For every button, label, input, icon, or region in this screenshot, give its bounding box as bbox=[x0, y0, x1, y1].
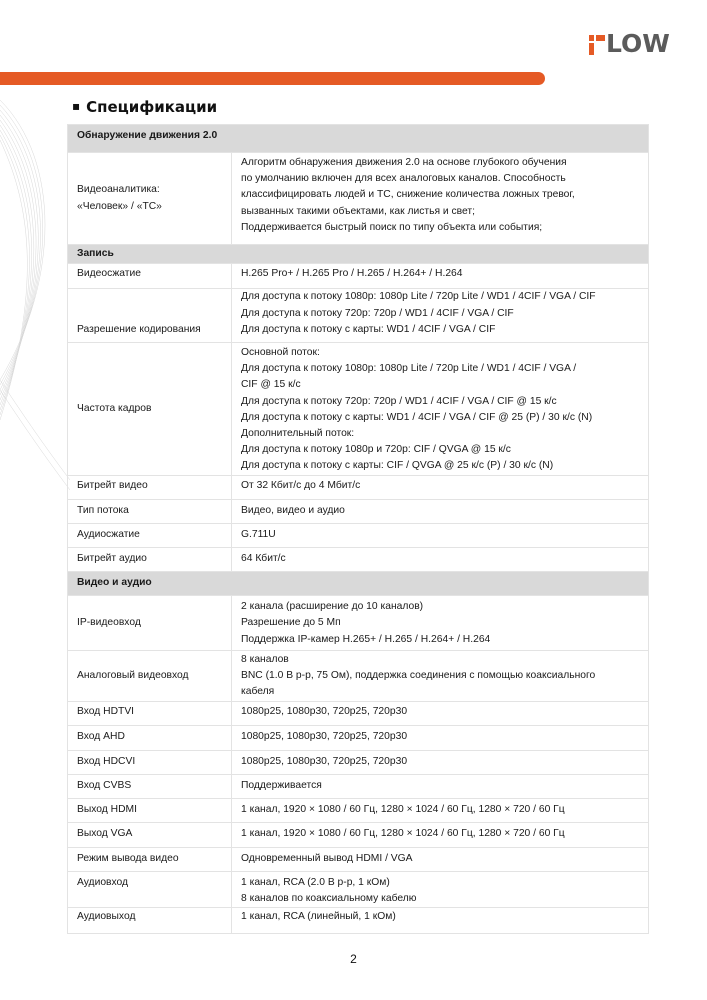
spec-value-line: Для доступа к потоку 720p: 720p / WD1 / 4CIF / VGA / CIF bbox=[241, 307, 514, 319]
spec-value-line: 1 канал, RCA (2.0 В p-p, 1 кОм) bbox=[241, 876, 390, 888]
spec-value-line: 1080p25, 1080p30, 720p25, 720p30 bbox=[241, 755, 408, 767]
table-row bbox=[68, 289, 649, 343]
table-row bbox=[68, 343, 649, 476]
spec-key: Битрейт видео bbox=[68, 475, 232, 499]
table-row bbox=[68, 475, 649, 499]
spec-value-line: Для доступа к потоку с карты: WD1 / 4CIF / VGA / CIF @ 25 (P) / 30 к/с (N) bbox=[241, 411, 593, 423]
logo-f-mark-icon bbox=[589, 31, 605, 55]
spec-key: Битрейт аудио bbox=[68, 548, 232, 572]
spec-key: Аудиовыход bbox=[68, 908, 232, 934]
flow-logo bbox=[589, 31, 670, 56]
spec-value bbox=[232, 908, 649, 934]
bullet-icon: ▪ bbox=[72, 99, 81, 113]
table-row bbox=[68, 548, 649, 572]
section-title-text: Спецификации bbox=[86, 98, 218, 116]
spec-value-line: 8 каналов bbox=[241, 653, 289, 665]
spec-value-line: по умолчанию включен для всех аналоговых каналов. Способность bbox=[241, 173, 566, 185]
spec-value bbox=[232, 823, 649, 847]
spec-value bbox=[232, 702, 649, 726]
spec-value-line: Поддерживается bbox=[241, 779, 322, 791]
spec-key: Аудиовход bbox=[68, 871, 232, 907]
spec-value-line: G.711U bbox=[241, 528, 276, 540]
spec-key: Вход AHD bbox=[68, 726, 232, 750]
header-accent-bar bbox=[0, 72, 545, 85]
spec-value-line: Одновременный вывод HDMI / VGA bbox=[241, 852, 413, 864]
spec-value-line: 1 канал, RCA (линейный, 1 кОм) bbox=[241, 911, 396, 923]
table-row bbox=[68, 908, 649, 934]
spec-value bbox=[232, 499, 649, 523]
spec-value-line: кабеля bbox=[241, 686, 275, 698]
spec-value-line: H.265 Pro+ / H.265 Pro / H.265 / H.264+ / H.264 bbox=[241, 268, 463, 280]
spec-value-line: BNC (1.0 В p-p, 75 Ом), поддержка соединения с помощью коаксиального bbox=[241, 670, 596, 682]
spec-key: Аналоговый видеовход bbox=[68, 650, 232, 702]
spec-value-line: Для доступа к потоку 1080p: 1080p Lite / 720p Lite / WD1 / 4CIF / VGA / CIF bbox=[241, 291, 596, 303]
group-title: Обнаружение движения 2.0 bbox=[68, 125, 649, 153]
spec-value-line: 1 канал, 1920 × 1080 / 60 Гц, 1280 × 1024 / 60 Гц, 1280 × 720 / 60 Гц bbox=[241, 804, 565, 816]
spec-key: Режим вывода видео bbox=[68, 847, 232, 871]
spec-key: Частота кадров bbox=[68, 343, 232, 476]
spec-key-line: «Человек» / «ТС» bbox=[77, 200, 162, 212]
table-row bbox=[68, 847, 649, 871]
group-title: Запись bbox=[68, 245, 649, 264]
table-row bbox=[68, 726, 649, 750]
spec-key: Выход VGA bbox=[68, 823, 232, 847]
table-row bbox=[68, 499, 649, 523]
spec-key: IP-видеовход bbox=[68, 596, 232, 651]
spec-value bbox=[232, 264, 649, 289]
spec-key: Вход HDCVI bbox=[68, 750, 232, 774]
spec-key: Разрешение кодирования bbox=[68, 289, 232, 343]
group-header-row bbox=[68, 572, 649, 596]
table-row bbox=[68, 871, 649, 907]
decorative-swirl-lines bbox=[0, 80, 70, 500]
table-row bbox=[68, 264, 649, 289]
spec-value-line: Для доступа к потоку 1080p: 1080p Lite / 720p Lite / WD1 / 4CIF / VGA / bbox=[241, 363, 577, 375]
spec-value bbox=[232, 871, 649, 907]
spec-value-line: Алгоритм обнаружения движения 2.0 на основе глубокого обучения bbox=[241, 157, 567, 168]
spec-value bbox=[232, 726, 649, 750]
table-row bbox=[68, 702, 649, 726]
spec-value-line: Видео, видео и аудио bbox=[241, 504, 345, 516]
spec-value-line: 1080p25, 1080p30, 720p25, 720p30 bbox=[241, 706, 408, 718]
page-number: 2 bbox=[350, 952, 357, 966]
spec-key: Выход HDMI bbox=[68, 799, 232, 823]
spec-value-line: Поддержка IP-камер H.265+ / H.265 / H.264+ / H.264 bbox=[241, 633, 491, 645]
spec-value-line: CIF @ 15 к/с bbox=[241, 379, 301, 391]
spec-value bbox=[232, 548, 649, 572]
spec-key bbox=[68, 153, 232, 245]
specifications-table bbox=[67, 124, 649, 934]
spec-value bbox=[232, 750, 649, 774]
table-row bbox=[68, 823, 649, 847]
spec-value-line: 1080p25, 1080p30, 720p25, 720p30 bbox=[241, 731, 408, 743]
table-row bbox=[68, 153, 649, 245]
spec-value-line: Для доступа к потоку с карты: CIF / QVGA @ 25 к/с (P) / 30 к/с (N) bbox=[241, 460, 554, 472]
spec-value-line: классифицировать людей и ТС, снижение количества ложных тревог, bbox=[241, 189, 575, 201]
spec-value bbox=[232, 343, 649, 476]
section-title bbox=[72, 98, 217, 116]
spec-value-line: От 32 Кбит/с до 4 Мбит/с bbox=[241, 479, 361, 491]
spec-value-line: Основной поток: bbox=[241, 347, 320, 359]
table-row bbox=[68, 650, 649, 702]
spec-value-line: Для доступа к потоку 1080p и 720p: CIF / QVGA @ 15 к/с bbox=[241, 444, 511, 456]
table-row bbox=[68, 596, 649, 651]
spec-value-line: 64 Кбит/с bbox=[241, 553, 286, 565]
spec-value-line: 2 канала (расширение до 10 каналов) bbox=[241, 601, 424, 613]
spec-value-line: Для доступа к потоку с карты: WD1 / 4CIF / VGA / CIF bbox=[241, 323, 496, 335]
group-header-row bbox=[68, 125, 649, 153]
spec-value-line: 1 канал, 1920 × 1080 / 60 Гц, 1280 × 1024 / 60 Гц, 1280 × 720 / 60 Гц bbox=[241, 828, 565, 840]
table-row bbox=[68, 750, 649, 774]
spec-value bbox=[232, 650, 649, 702]
spec-value bbox=[232, 799, 649, 823]
spec-value-line: вызванных такими объектами, как листья и свет; bbox=[241, 205, 476, 217]
spec-key: Тип потока bbox=[68, 499, 232, 523]
group-header-row bbox=[68, 245, 649, 264]
spec-key: Видеосжатие bbox=[68, 264, 232, 289]
spec-value-line: Разрешение до 5 Мп bbox=[241, 617, 341, 629]
spec-key: Аудиосжатие bbox=[68, 523, 232, 547]
table-row bbox=[68, 799, 649, 823]
spec-key: Вход CVBS bbox=[68, 774, 232, 798]
spec-key-line: Видеоаналитика: bbox=[77, 184, 160, 196]
spec-value bbox=[232, 774, 649, 798]
spec-value bbox=[232, 847, 649, 871]
spec-value bbox=[232, 523, 649, 547]
spec-value bbox=[232, 596, 649, 651]
spec-value bbox=[232, 153, 649, 245]
group-title: Видео и аудио bbox=[68, 572, 649, 596]
spec-value-line: Поддерживается быстрый поиск по типу объекта или события; bbox=[241, 221, 543, 233]
spec-key: Вход HDTVI bbox=[68, 702, 232, 726]
spec-value-line: Для доступа к потоку 720p: 720p / WD1 / 4CIF / VGA / CIF @ 15 к/с bbox=[241, 395, 557, 407]
spec-value bbox=[232, 289, 649, 343]
spec-value bbox=[232, 475, 649, 499]
spec-value-line: Дополнительный поток: bbox=[241, 428, 355, 440]
spec-value-line: 8 каналов по коаксиальному кабелю bbox=[241, 892, 417, 904]
logo-text: LOW bbox=[606, 29, 670, 58]
table-row bbox=[68, 774, 649, 798]
table-row bbox=[68, 523, 649, 547]
